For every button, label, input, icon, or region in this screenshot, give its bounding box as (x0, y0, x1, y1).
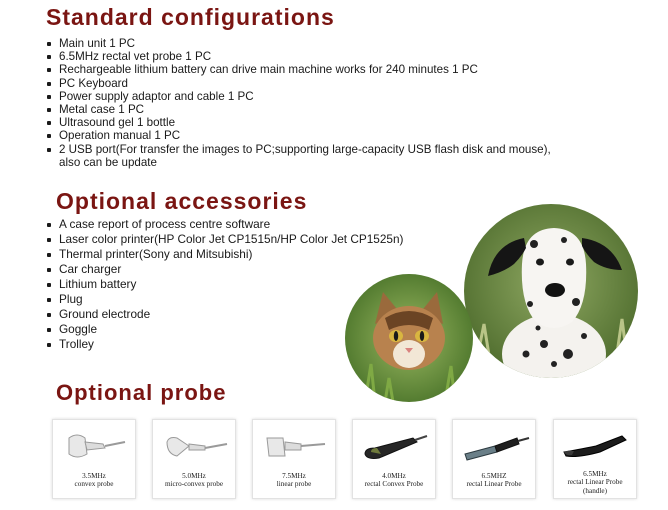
list-item: A case report of process centre software (46, 217, 466, 232)
list-item: 2 USB port(For transfer the images to PC;supporting large-capacity USB flash disk and mouse), also can be update (46, 143, 616, 169)
probe-label: 7.5MHz linear probe (276, 472, 312, 489)
probe-label: 6.5MHZ rectal Linear Probe (466, 472, 522, 489)
list-item: 6.5MHz rectal vet probe 1 PC (46, 50, 616, 63)
linear-probe-icon (255, 424, 333, 470)
probe-card-linear (252, 419, 336, 499)
list-item: Car charger (46, 262, 466, 277)
list-item: Ultrasound gel 1 bottle (46, 116, 616, 129)
probe-card-rectal-linear (452, 419, 536, 499)
list-item: Metal case 1 PC (46, 103, 616, 116)
list-item: Goggle (46, 322, 466, 337)
list-item: Operation manual 1 PC (46, 129, 616, 142)
list-item: Main unit 1 PC (46, 37, 616, 50)
optional-probe-heading: Optional probe (56, 380, 227, 405)
list-item: Trolley (46, 337, 466, 352)
list-item: Plug (46, 292, 466, 307)
probe-label: 6.5MHz rectal Linear Probe (handle) (567, 470, 623, 495)
list-item: Laser color printer(HP Color Jet CP1515n/HP Color Jet CP1525n) (46, 232, 466, 247)
probe-label: 3.5MHz convex probe (74, 472, 114, 489)
micro-convex-probe-icon (155, 424, 233, 470)
rectal-convex-probe-icon (355, 424, 433, 470)
list-item: Lithium battery (46, 277, 466, 292)
list-item: Power supply adaptor and cable 1 PC (46, 90, 616, 103)
standard-configurations-list (46, 37, 616, 169)
list-item: Rechargeable lithium battery can drive main machine works for 240 minutes 1 PC (46, 63, 616, 76)
probe-card-micro-convex (152, 419, 236, 499)
rectal-linear-probe-handle-icon (556, 424, 634, 470)
probe-card-convex (52, 419, 136, 499)
rectal-linear-probe-icon (455, 424, 533, 470)
list-item: Ground electrode (46, 307, 466, 322)
probe-label: 5.0MHz micro-convex probe (164, 472, 224, 489)
list-item: Thermal printer(Sony and Mitsubishi) (46, 247, 466, 262)
dalmatian-dog-photo (464, 204, 638, 378)
optional-accessories-heading: Optional accessories (56, 188, 308, 214)
probe-card-rectal-linear-handle (553, 419, 637, 499)
list-item: PC Keyboard (46, 77, 616, 90)
probe-card-rectal-convex (352, 419, 436, 499)
probe-label: 4.0MHz rectal Convex Probe (364, 472, 424, 489)
convex-probe-icon (55, 424, 133, 470)
kitten-photo (345, 274, 473, 402)
standard-configurations-heading: Standard configurations (46, 4, 335, 30)
